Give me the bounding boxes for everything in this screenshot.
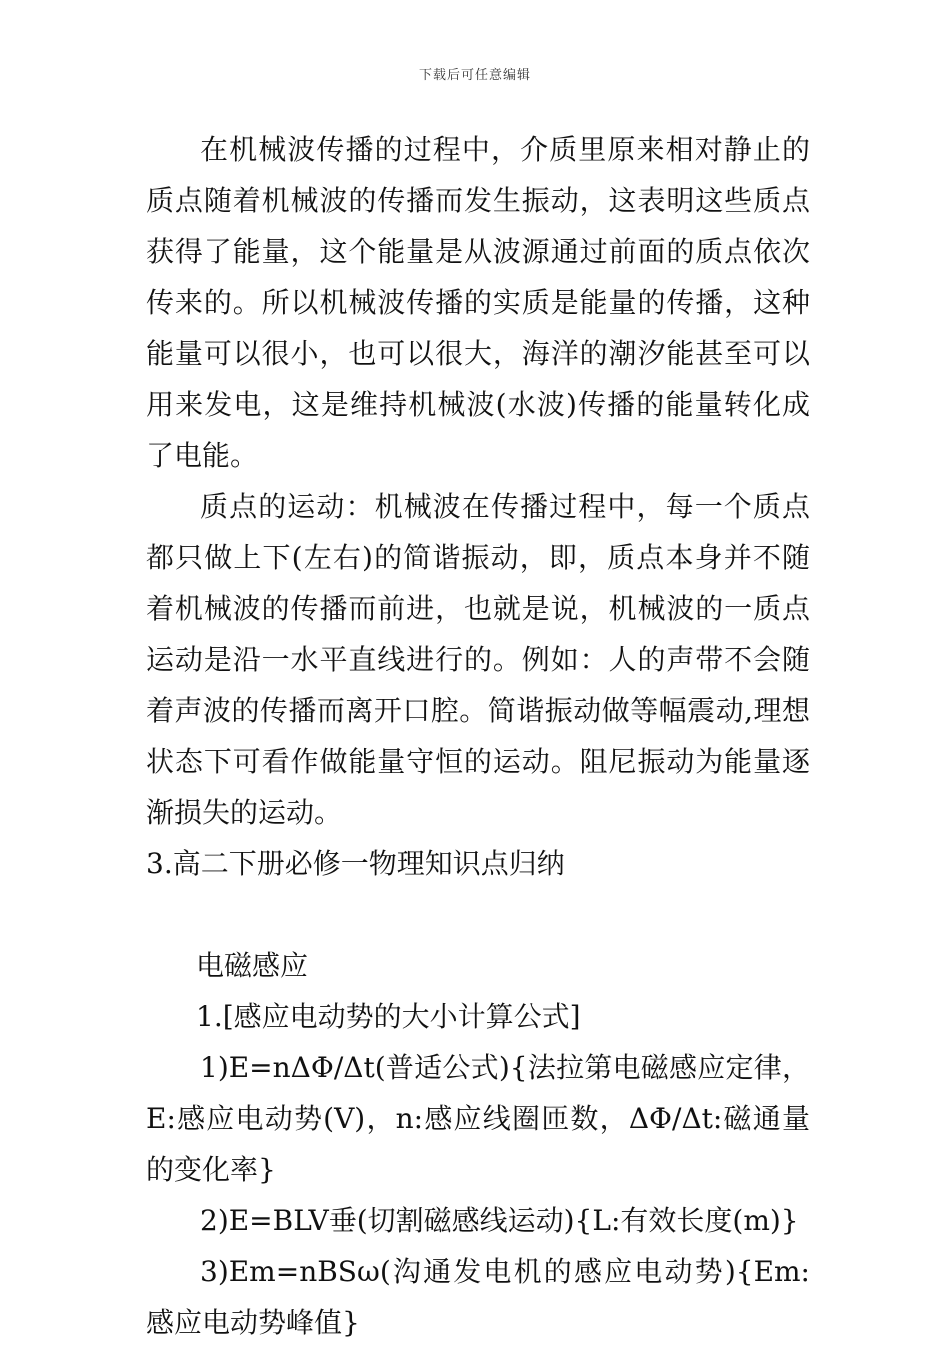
formula-generator-emf: 3)Em=nBSω(沟通发电机的感应电动势){Em:感应电动势峰值} bbox=[146, 1255, 810, 1339]
paragraph-particle-motion: 质点的运动：机械波在传播过程中，每一个质点都只做上下(左右)的简谐振动，即，质点本身并不随着机械波的传播而前进，也就是说，机械波的一质点运动是沿一水平直线进行的。例如：人的声带不会随着声波的传播而离开口腔。简谐振动做等幅震动,理想状态下可看作做能量守恒的运动。阻尼振动为能量逐渐损失的运动。 bbox=[146, 490, 810, 829]
section-title: 3.高二下册必修一物理知识点归纳 bbox=[146, 847, 565, 880]
blank-line bbox=[146, 889, 810, 940]
formula-motional-emf: 2)E=BLV垂(切割磁感线运动){L:有效长度(m)} bbox=[200, 1204, 799, 1237]
paragraph-energy-propagation: 在机械波传播的过程中，介质里原来相对静止的质点随着机械波的传播而发生振动，这表明这些质点获得了能量，这个能量是从波源通过前面的质点依次传来的。所以机械波传播的实质是能量的传播，这种能量可以很小，也可以很大，海洋的潮汐能甚至可以用来发电，这是维持机械波(水波)传播的能量转化成了电能。 bbox=[146, 133, 810, 472]
formula-faraday: 1)E=nΔΦ/Δt(普适公式){法拉第电磁感应定律，E:感应电动势(V)，n:感应线圈匝数，ΔΦ/Δt:磁通量的变化率} bbox=[146, 1051, 810, 1186]
page-header: 下载后可任意编辑 bbox=[418, 68, 531, 83]
document-body bbox=[146, 124, 810, 1348]
topic-heading: 电磁感应 bbox=[196, 949, 309, 982]
item-heading: 1.[感应电动势的大小计算公式] bbox=[196, 1000, 581, 1033]
